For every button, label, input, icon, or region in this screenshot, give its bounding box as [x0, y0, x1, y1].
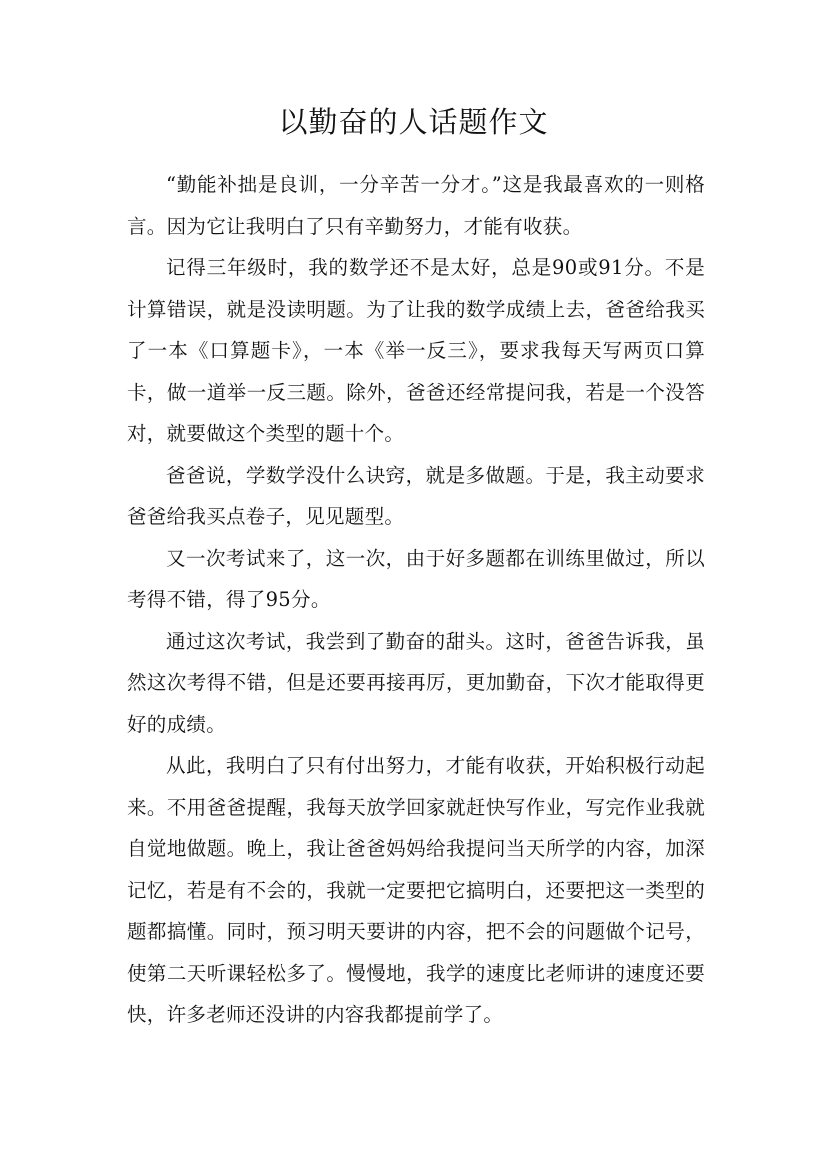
paragraph: “勤能补拙是良训，一分辛苦一分才。”这是我最喜欢的一则格言。因为它让我明白了只有辛勤努力，才能有收获。 — [127, 173, 705, 238]
document-body — [127, 164, 705, 1036]
paragraph: 通过这次考试，我尝到了勤奋的甜头。这时，爸爸告诉我，虽然这次考得不错，但是还要再接再厉，更加勤奋，下次才能取得更好的成绩。 — [127, 629, 705, 736]
document-title: 以勤奋的人话题作文 — [278, 105, 549, 139]
paragraph: 从此，我明白了只有付出努力，才能有收获，开始积极行动起来。不用爸爸提醒，我每天放学回家就赶快写作业，写完作业我就自觉地做题。晚上，我让爸爸妈妈给我提问当天所学的内容，加深记忆，若是有不会的，我就一定要把它搞明白，还要把这一类型的题都搞懂。同时，预习明天要讲的内容，把不会的问题做个记号，使第二天听课轻松多了。慢慢地，我学的速度比老师讲的速度还要快，许多老师还没讲的内容我都提前学了。 — [127, 754, 705, 1026]
paragraph: 爸爸说，学数学没什么诀窍，就是多做题。于是，我主动要求爸爸给我买点卷子，见见题型。 — [127, 463, 705, 528]
paragraph: 记得三年级时，我的数学还不是太好，总是90或91分。不是计算错误，就是没读明题。为了让我的数学成绩上去，爸爸给我买了一本《口算题卡》，一本《举一反三》，要求我每天写两页口算卡，做一道举一反三题。除外，爸爸还经常提问我，若是一个没答对，就要做这个类型的题十个。 — [127, 256, 705, 445]
paragraph: 又一次考试来了，这一次，由于好多题都在训练里做过，所以考得不错，得了95分。 — [127, 546, 705, 611]
